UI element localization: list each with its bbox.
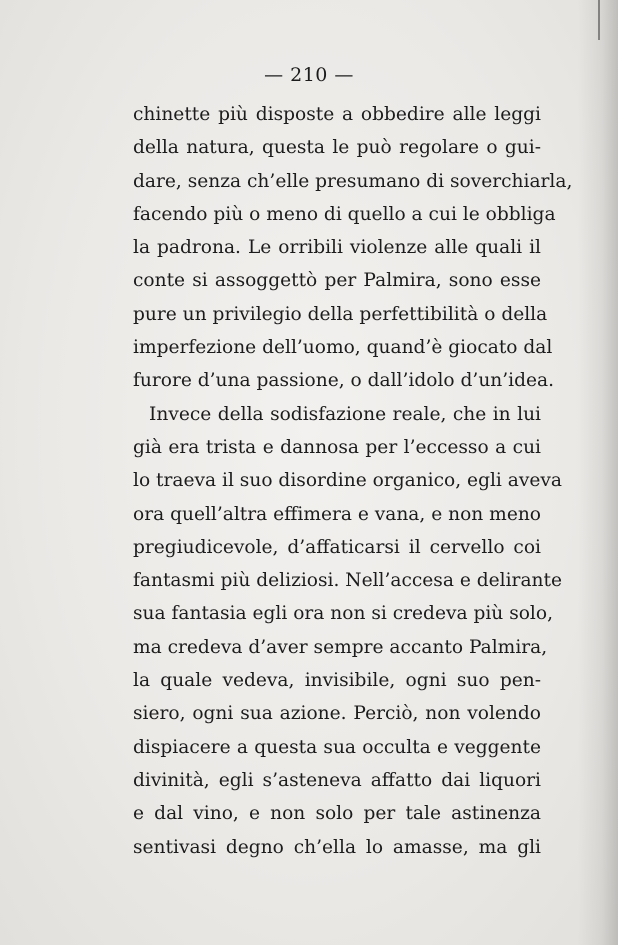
text-line: la padrona. Le orribili violenze alle quali il <box>133 237 541 259</box>
text-line: fantasmi più deliziosi. Nell’accesa e delirante <box>133 570 562 592</box>
page-edge-shadow <box>578 0 618 945</box>
text-line: conte si assoggettò per Palmira, sono esse <box>133 270 541 292</box>
text-line: furore d’una passione, o dall’idolo d’un’idea. <box>133 370 555 392</box>
text-line: chinette più disposte a obbedire alle leggi <box>133 104 541 125</box>
text-line: pure un privilegio della perfettibilità o della <box>133 303 548 325</box>
text-line: divinità, egli s’asteneva affatto dai liquori <box>133 769 541 791</box>
text-line: ma credeva d’aver sempre accanto Palmira, <box>133 636 548 658</box>
text-line: e dal vino, e non solo per tale astinenza <box>133 803 541 825</box>
page-number: — 210 — <box>264 64 354 86</box>
text-line: dare, senza ch’elle presumano di soverchiarla, <box>133 170 573 192</box>
text-line: Invece della sodisfazione reale, che in lui <box>149 403 541 425</box>
text-line: ora quell’altra effimera e vana, e non meno <box>133 503 541 525</box>
text-line: siero, ogni sua azione. Perciò, non volendo <box>133 703 541 725</box>
text-line: sua fantasia egli ora non si credeva più solo, <box>133 603 553 625</box>
body-text <box>133 98 573 864</box>
text-line: facendo più o meno di quello a cui le obbliga <box>133 203 556 225</box>
text-line: lo traeva il suo disordine organico, egli aveva <box>133 470 562 492</box>
text-line: dispiacere a questa sua occulta e veggente <box>133 736 541 758</box>
text-line: sentivasi degno ch’ella lo amasse, ma gli <box>133 836 541 858</box>
text-line: la quale vedeva, invisibile, ogni suo pen- <box>133 670 541 692</box>
text-line: imperfezione dell’uomo, quand’è giocato dal <box>133 337 553 359</box>
text-line: già era trista e dannosa per l’eccesso a cui <box>133 436 541 458</box>
text-line: della natura, questa le può regolare o gui- <box>133 137 541 159</box>
text-line: pregiudicevole, d’affaticarsi il cervello coi <box>133 536 541 558</box>
page-corner-mark <box>598 0 614 40</box>
